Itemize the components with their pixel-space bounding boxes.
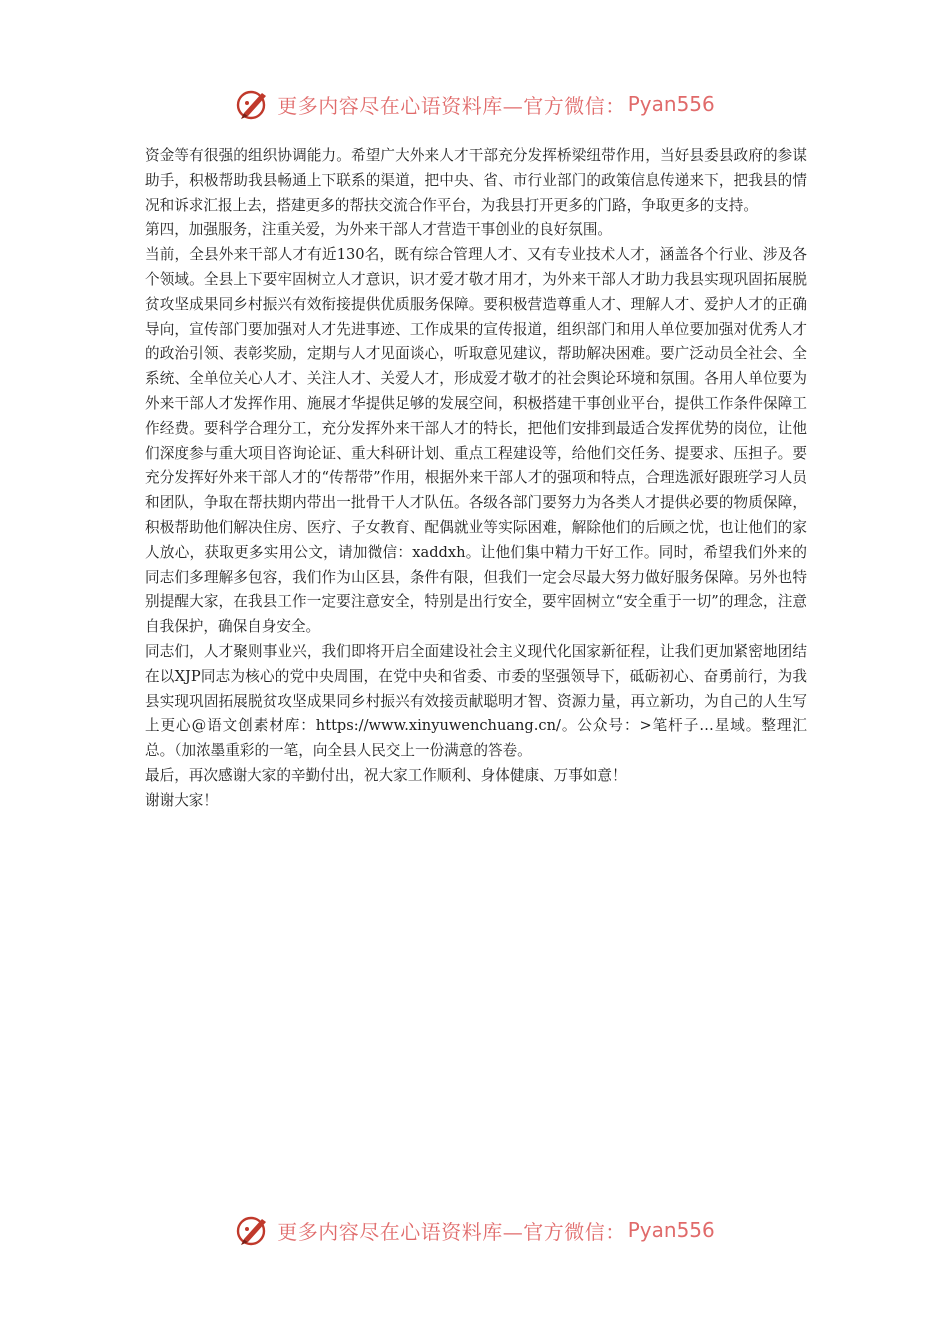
banner-text: 更多内容尽在心语资料库—官方微信： [277,1219,626,1244]
paragraph: 最后，再次感谢大家的辛勤付出，祝大家工作顺利、身体健康、万事如意！ [145,766,627,784]
pen-logo-icon [235,86,271,122]
paragraph: 第四，加强服务，注重关爱，为外来干部人才营造干事创业的良好氛围。 [145,221,613,239]
banner-text: 更多内容尽在心语资料库—官方微信： [277,93,626,118]
header-banner [0,84,950,124]
pen-logo-icon [235,1212,271,1248]
banner-wechat-id: Pyan556 [627,92,715,116]
paragraph: 谢谢大家！ [145,791,218,809]
banner-wechat-id: Pyan556 [627,1218,715,1242]
paragraph: 当前，全县外来干部人才有近130名，既有综合管理人才、又有专业技术人才，涵盖各个行业、涉及各个领域。全县上下要牢固树立人才意识，识才爱才敬才用才，为外来干部人才助力我县实现巩固拓展脱贫攻坚成果同乡村振兴有效衔接提供优质服务保障。要积极营造尊重人才、理解人才、爱护人才的正确导向，宣传部门要加强对人才先进事迹、工作成果的宣传报道，组织部门和用人单位要加强对优秀人才的政治引领、表彰奖励，定期与人才见面谈心，听取意见建议，帮助解决困难。要广泛动员全社会、全系统、全单位关心人才、关注人才、关爱人才，形成爱才敬才的社会舆论环境和氛围。各用人单位要为外来干部人才发挥作用、施展才华提供足够的发展空间，积极搭建干事创业平台，提供工作条件保障工作经费。要科学合理分工，充分发挥外来干部人才的特长，把他们安排到最适合发挥优势的岗位，让他们深度参与重大项目咨询论证、重大科研计划、重点工程建设等，给他们交任务、提要求、压担子。要充分发挥好外来干部人才的“传帮带”作用，根据外来干部人才的强项和特点，合理选派好跟班学习人员和团队，争取在帮扶期内带出一批骨干人才队伍。各级各部门要努力为各类人才提供必要的物质保障，积极帮助他们解决住房、医疗、子女教育、配偶就业等实际困难，解除他们的后顾之忧，也让他们的家人放心，获取更多实用公文，请加微信：xaddxh。让他们集中精力干好工作。同时，希望我们外来的同志们多理解多包容，我们作为山区县，条件有限，但我们一定会尽最大努力做好服务保障。另外也特别提醒大家，在我县工作一定要注意安全，特别是出行安全，要牢固树立“安全重于一切”的理念，注意自我保护，确保自身安全。 [145,246,807,636]
paragraph: 同志们，人才聚则事业兴，我们即将开启全面建设社会主义现代化国家新征程，让我们更加紧密地团结在以XJP同志为核心的党中央周围，在党中央和省委、市委的坚强领导下，砥砺初心、奋勇前行，为我县实现巩固拓展脱贫攻坚成果同乡村振兴有效接贡献聪明才智、资源力量，再立新功，为自己的人生写上更心@语文创素材库：https://www.xinyuwenchuang.cn/。公众号：>笔杆子…星域。整理汇总。（加浓墨重彩的一笔，向全县人民交上一份满意的答卷。 [145,642,807,760]
document-body [145,144,807,814]
paragraph: 资金等有很强的组织协调能力。希望广大外来人才干部充分发挥桥梁纽带作用，当好县委县政府的参谋助手，积极帮助我县畅通上下联系的渠道，把中央、省、市行业部门的政策信息传递来下，把我县的情况和诉求汇报上去，搭建更多的帮扶交流合作平台，为我县打开更多的门路，争取更多的支持。 [145,147,807,214]
footer-banner [0,1210,950,1250]
